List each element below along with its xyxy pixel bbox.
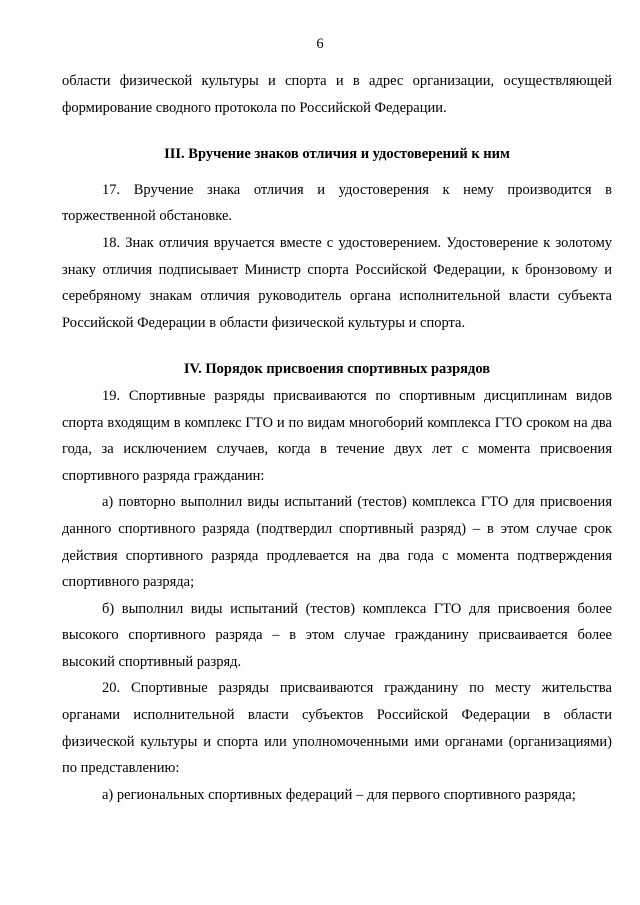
paragraph-18: 18. Знак отличия вручается вместе с удостоверением. Удостоверение к золотому знаку отличия подписывает Министр спорта Российской Федерации, к бронзовому и серебряному знакам отличия руководитель органа исполнительной власти субъекта Российской Федерации в области физической культуры и спорта. (62, 234, 612, 331)
paragraph-20a: а) региональных спортивных федераций – для первого спортивного разряда; (102, 786, 576, 803)
paragraph-20: 20. Спортивные разряды присваиваются гражданину по месту жительства органами исполнительной власти субъектов Российской Федерации в области физической культуры и спорта или уполномоченными ими органами (организациями) по представлению: (62, 680, 612, 777)
section-heading-4: IV. Порядок присвоения спортивных разрядов (183, 361, 491, 378)
paragraph-continuation: области физической культуры и спорта и в адрес организации, осуществляющей формирование сводного протокола по Российской Федерации. (62, 73, 612, 116)
page-number: 6 (316, 36, 324, 52)
paragraph-19a: а) повторно выполнил виды испытаний (тестов) комплекса ГТО для присвоения данного спортивного разряда (подтвердил спортивный разряд) – в этом случае срок действия спортивного разряда продлевается на два года с момента подтверждения спортивного разряда; (62, 494, 612, 591)
paragraph-17: 17. Вручение знака отличия и удостоверения к нему производится в торжественной обстановке. (62, 181, 612, 225)
section-heading-3: III. Вручение знаков отличия и удостоверений к ним (164, 146, 510, 163)
document-body (62, 68, 612, 808)
paragraph-19: 19. Спортивные разряды присваиваются по спортивным дисциплинам видов спорта входящим в комплекс ГТО и по видам многоборий комплекса ГТО сроком на два года, за исключением случаев, когда в течение двух лет с момента присвоения спортивного разряда гражданин: (62, 387, 612, 484)
paragraph-19b: б) выполнил виды испытаний (тестов) комплекса ГТО для присвоения более высокого спортивного разряда – в этом случае гражданину присваивается более высокий спортивный разряд. (62, 600, 612, 670)
